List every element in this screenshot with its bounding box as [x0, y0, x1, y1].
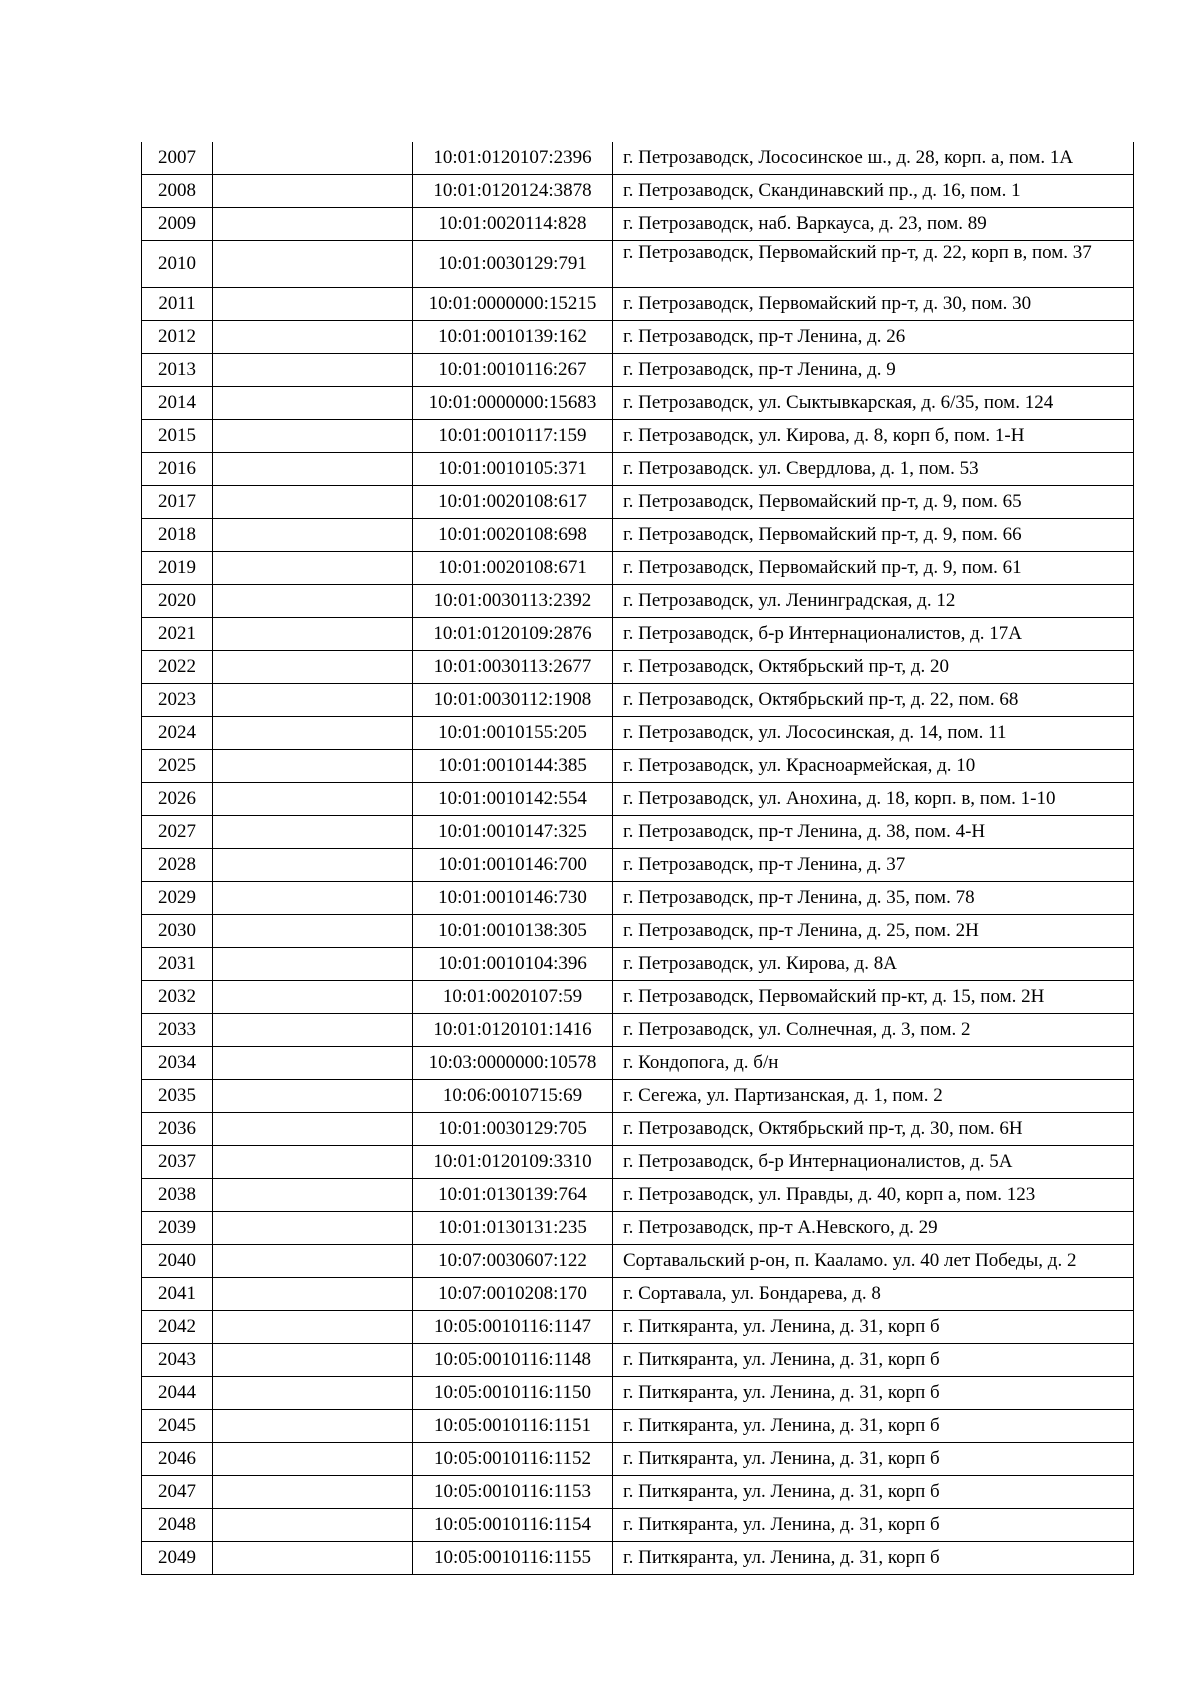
cadastral-number-cell: 10:01:0120109:3310: [413, 1146, 613, 1179]
table-row: [142, 552, 1134, 585]
row-number-cell: 2039: [142, 1212, 213, 1245]
empty-cell: [213, 486, 413, 519]
row-number-cell: 2018: [142, 519, 213, 552]
table-row: [142, 1047, 1134, 1080]
cadastral-number-cell: 10:01:0010116:267: [413, 354, 613, 387]
table-row: [142, 849, 1134, 882]
cadastral-number-cell: 10:05:0010116:1151: [413, 1410, 613, 1443]
empty-cell: [213, 1344, 413, 1377]
row-number-cell: 2036: [142, 1113, 213, 1146]
address-cell: г. Петрозаводск, пр-т Ленина, д. 9: [613, 354, 1134, 387]
empty-cell: [213, 142, 413, 175]
address-cell: г. Петрозаводск, Первомайский пр-т, д. 30, пом. 30: [613, 288, 1134, 321]
address-cell: г. Сортавала, ул. Бондарева, д. 8: [613, 1278, 1134, 1311]
row-number-cell: 2022: [142, 651, 213, 684]
cadastral-number-cell: 10:01:0120101:1416: [413, 1014, 613, 1047]
table-row: [142, 1179, 1134, 1212]
address-cell: г. Петрозаводск, ул. Кирова, д. 8, корп б, пом. 1-Н: [613, 420, 1134, 453]
empty-cell: [213, 849, 413, 882]
address-cell: г. Петрозаводск, ул. Правды, д. 40, корп а, пом. 123: [613, 1179, 1134, 1212]
row-number-cell: 2010: [142, 241, 213, 288]
address-cell: г. Питкяранта, ул. Ленина, д. 31, корп б: [613, 1542, 1134, 1575]
table-row: [142, 1509, 1134, 1542]
address-cell: г. Питкяранта, ул. Ленина, д. 31, корп б: [613, 1509, 1134, 1542]
empty-cell: [213, 618, 413, 651]
row-number-cell: 2029: [142, 882, 213, 915]
empty-cell: [213, 354, 413, 387]
table-row: [142, 981, 1134, 1014]
cadastral-number-cell: 10:01:0020108:671: [413, 552, 613, 585]
cadastral-number-cell: 10:01:0000000:15683: [413, 387, 613, 420]
table-row: [142, 486, 1134, 519]
address-cell: г. Питкяранта, ул. Ленина, д. 31, корп б: [613, 1443, 1134, 1476]
row-number-cell: 2035: [142, 1080, 213, 1113]
address-cell: г. Петрозаводск, ул. Солнечная, д. 3, пом. 2: [613, 1014, 1134, 1047]
table-row: [142, 816, 1134, 849]
row-number-cell: 2038: [142, 1179, 213, 1212]
row-number-cell: 2043: [142, 1344, 213, 1377]
cadastral-number-cell: 10:05:0010116:1147: [413, 1311, 613, 1344]
empty-cell: [213, 585, 413, 618]
table-row: [142, 1410, 1134, 1443]
row-number-cell: 2015: [142, 420, 213, 453]
table-row: [142, 1443, 1134, 1476]
table-row: [142, 1377, 1134, 1410]
empty-cell: [213, 288, 413, 321]
table-row: [142, 1212, 1134, 1245]
table-row: [142, 1542, 1134, 1575]
cadastral-number-cell: 10:01:0010117:159: [413, 420, 613, 453]
address-cell: г. Петрозаводск, Первомайский пр-кт, д. 15, пом. 2Н: [613, 981, 1134, 1014]
cadastral-number-cell: 10:01:0120107:2396: [413, 142, 613, 175]
table-row: [142, 142, 1134, 175]
address-cell: г. Петрозаводск, Лососинское ш., д. 28, корп. а, пом. 1А: [613, 142, 1134, 175]
table-row: [142, 1344, 1134, 1377]
empty-cell: [213, 175, 413, 208]
address-cell: г. Петрозаводск, наб. Варкауса, д. 23, пом. 89: [613, 208, 1134, 241]
table-row: [142, 1278, 1134, 1311]
table-row: [142, 1146, 1134, 1179]
cadastral-number-cell: 10:05:0010116:1154: [413, 1509, 613, 1542]
empty-cell: [213, 816, 413, 849]
table-row: [142, 241, 1134, 288]
address-cell: г. Петрозаводск, ул. Сыктывкарская, д. 6/35, пом. 124: [613, 387, 1134, 420]
empty-cell: [213, 684, 413, 717]
address-cell: г. Петрозаводск, пр-т Ленина, д. 26: [613, 321, 1134, 354]
cadastral-number-cell: 10:06:0010715:69: [413, 1080, 613, 1113]
table-row: [142, 175, 1134, 208]
empty-cell: [213, 948, 413, 981]
row-number-cell: 2007: [142, 142, 213, 175]
table-row: [142, 948, 1134, 981]
address-cell: г. Петрозаводск, ул. Лососинская, д. 14, пом. 11: [613, 717, 1134, 750]
empty-cell: [213, 387, 413, 420]
empty-cell: [213, 519, 413, 552]
row-number-cell: 2042: [142, 1311, 213, 1344]
table-row: [142, 1113, 1134, 1146]
empty-cell: [213, 420, 413, 453]
empty-cell: [213, 915, 413, 948]
cadastral-number-cell: 10:03:0000000:10578: [413, 1047, 613, 1080]
empty-cell: [213, 1047, 413, 1080]
row-number-cell: 2021: [142, 618, 213, 651]
table-row: [142, 208, 1134, 241]
cadastral-number-cell: 10:01:0120109:2876: [413, 618, 613, 651]
table-row: [142, 519, 1134, 552]
empty-cell: [213, 1212, 413, 1245]
address-cell: г. Петрозаводск, ул. Анохина, д. 18, корп. в, пом. 1-10: [613, 783, 1134, 816]
cadastral-number-cell: 10:01:0010105:371: [413, 453, 613, 486]
table-row: [142, 651, 1134, 684]
empty-cell: [213, 1476, 413, 1509]
table-row: [142, 321, 1134, 354]
empty-cell: [213, 241, 413, 288]
row-number-cell: 2012: [142, 321, 213, 354]
row-number-cell: 2026: [142, 783, 213, 816]
table-row: [142, 288, 1134, 321]
table-row: [142, 1476, 1134, 1509]
row-number-cell: 2024: [142, 717, 213, 750]
empty-cell: [213, 1014, 413, 1047]
empty-cell: [213, 1410, 413, 1443]
table-row: [142, 1311, 1134, 1344]
cadastral-number-cell: 10:01:0010146:700: [413, 849, 613, 882]
cadastral-number-cell: 10:01:0010155:205: [413, 717, 613, 750]
empty-cell: [213, 1278, 413, 1311]
row-number-cell: 2044: [142, 1377, 213, 1410]
row-number-cell: 2013: [142, 354, 213, 387]
row-number-cell: 2049: [142, 1542, 213, 1575]
cadastral-number-cell: 10:01:0120124:3878: [413, 175, 613, 208]
row-number-cell: 2037: [142, 1146, 213, 1179]
cadastral-number-cell: 10:01:0010139:162: [413, 321, 613, 354]
address-cell: г. Петрозаводск, ул. Кирова, д. 8А: [613, 948, 1134, 981]
address-cell: г. Петрозаводск, Первомайский пр-т, д. 9, пом. 66: [613, 519, 1134, 552]
empty-cell: [213, 453, 413, 486]
cadastral-number-cell: 10:05:0010116:1155: [413, 1542, 613, 1575]
cadastral-number-cell: 10:01:0010146:730: [413, 882, 613, 915]
empty-cell: [213, 750, 413, 783]
table-row: [142, 585, 1134, 618]
empty-cell: [213, 1146, 413, 1179]
empty-cell: [213, 1113, 413, 1146]
row-number-cell: 2009: [142, 208, 213, 241]
cadastral-number-cell: 10:05:0010116:1152: [413, 1443, 613, 1476]
row-number-cell: 2028: [142, 849, 213, 882]
row-number-cell: 2025: [142, 750, 213, 783]
cadastral-number-cell: 10:05:0010116:1150: [413, 1377, 613, 1410]
address-cell: г. Петрозаводск, пр-т А.Невского, д. 29: [613, 1212, 1134, 1245]
empty-cell: [213, 1509, 413, 1542]
cadastral-number-cell: 10:01:0010144:385: [413, 750, 613, 783]
empty-cell: [213, 1542, 413, 1575]
row-number-cell: 2045: [142, 1410, 213, 1443]
table-row: [142, 1245, 1134, 1278]
empty-cell: [213, 783, 413, 816]
table-row: [142, 420, 1134, 453]
empty-cell: [213, 1179, 413, 1212]
row-number-cell: 2017: [142, 486, 213, 519]
row-number-cell: 2048: [142, 1509, 213, 1542]
cadastral-number-cell: 10:01:0020114:828: [413, 208, 613, 241]
empty-cell: [213, 1245, 413, 1278]
empty-cell: [213, 981, 413, 1014]
address-cell: г. Петрозаводск, пр-т Ленина, д. 35, пом. 78: [613, 882, 1134, 915]
cadastral-number-cell: 10:01:0010104:396: [413, 948, 613, 981]
cadastral-number-cell: 10:01:0000000:15215: [413, 288, 613, 321]
cadastral-number-cell: 10:01:0030129:791: [413, 241, 613, 288]
row-number-cell: 2008: [142, 175, 213, 208]
address-cell: г. Сегежа, ул. Партизанская, д. 1, пом. 2: [613, 1080, 1134, 1113]
address-cell: г. Петрозаводск, б-р Интернационалистов, д. 17А: [613, 618, 1134, 651]
address-cell: г. Кондопога, д. б/н: [613, 1047, 1134, 1080]
cadastral-number-cell: 10:01:0030113:2392: [413, 585, 613, 618]
table-row: [142, 1014, 1134, 1047]
row-number-cell: 2030: [142, 915, 213, 948]
table-row: [142, 1080, 1134, 1113]
cadastral-number-cell: 10:05:0010116:1153: [413, 1476, 613, 1509]
row-number-cell: 2019: [142, 552, 213, 585]
row-number-cell: 2032: [142, 981, 213, 1014]
address-cell: г. Питкяранта, ул. Ленина, д. 31, корп б: [613, 1476, 1134, 1509]
row-number-cell: 2027: [142, 816, 213, 849]
row-number-cell: 2047: [142, 1476, 213, 1509]
empty-cell: [213, 1377, 413, 1410]
table-row: [142, 750, 1134, 783]
table-row: [142, 684, 1134, 717]
empty-cell: [213, 208, 413, 241]
empty-cell: [213, 1311, 413, 1344]
row-number-cell: 2020: [142, 585, 213, 618]
row-number-cell: 2033: [142, 1014, 213, 1047]
empty-cell: [213, 882, 413, 915]
address-cell: г. Петрозаводск. ул. Свердлова, д. 1, пом. 53: [613, 453, 1134, 486]
empty-cell: [213, 717, 413, 750]
cadastral-number-cell: 10:07:0030607:122: [413, 1245, 613, 1278]
address-cell: г. Петрозаводск, Первомайский пр-т, д. 9, пом. 61: [613, 552, 1134, 585]
table-row: [142, 882, 1134, 915]
table-row: [142, 717, 1134, 750]
table-row: [142, 618, 1134, 651]
cadastral-number-cell: 10:01:0130139:764: [413, 1179, 613, 1212]
cadastral-number-cell: 10:07:0010208:170: [413, 1278, 613, 1311]
table-row: [142, 915, 1134, 948]
row-number-cell: 2046: [142, 1443, 213, 1476]
cadastral-number-cell: 10:01:0030129:705: [413, 1113, 613, 1146]
cadastral-number-cell: 10:01:0030112:1908: [413, 684, 613, 717]
row-number-cell: 2023: [142, 684, 213, 717]
row-number-cell: 2016: [142, 453, 213, 486]
empty-cell: [213, 552, 413, 585]
address-cell: г. Петрозаводск, ул. Ленинградская, д. 12: [613, 585, 1134, 618]
address-cell: г. Петрозаводск, Первомайский пр-т, д. 22, корп в, пом. 37: [613, 241, 1134, 288]
table-row: [142, 453, 1134, 486]
address-cell: г. Питкяранта, ул. Ленина, д. 31, корп б: [613, 1344, 1134, 1377]
empty-cell: [213, 1443, 413, 1476]
address-cell: г. Питкяранта, ул. Ленина, д. 31, корп б: [613, 1311, 1134, 1344]
table-row: [142, 783, 1134, 816]
row-number-cell: 2041: [142, 1278, 213, 1311]
table-row: [142, 354, 1134, 387]
table-body: [142, 142, 1134, 1575]
empty-cell: [213, 321, 413, 354]
cadastral-number-cell: 10:01:0010142:554: [413, 783, 613, 816]
address-cell: г. Петрозаводск, Первомайский пр-т, д. 9, пом. 65: [613, 486, 1134, 519]
cadastral-number-cell: 10:01:0020108:698: [413, 519, 613, 552]
cadastral-number-cell: 10:01:0010147:325: [413, 816, 613, 849]
property-registry-table: [141, 142, 1134, 1575]
address-cell: г. Петрозаводск, Октябрьский пр-т, д. 30, пом. 6Н: [613, 1113, 1134, 1146]
address-cell: г. Петрозаводск, б-р Интернационалистов, д. 5А: [613, 1146, 1134, 1179]
cadastral-number-cell: 10:05:0010116:1148: [413, 1344, 613, 1377]
row-number-cell: 2031: [142, 948, 213, 981]
cadastral-number-cell: 10:01:0010138:305: [413, 915, 613, 948]
cadastral-number-cell: 10:01:0030113:2677: [413, 651, 613, 684]
row-number-cell: 2034: [142, 1047, 213, 1080]
address-cell: г. Петрозаводск, ул. Красноармейская, д. 10: [613, 750, 1134, 783]
address-cell: г. Петрозаводск, Октябрьский пр-т, д. 22, пом. 68: [613, 684, 1134, 717]
cadastral-number-cell: 10:01:0020108:617: [413, 486, 613, 519]
address-cell: г. Петрозаводск, Октябрьский пр-т, д. 20: [613, 651, 1134, 684]
address-cell: г. Питкяранта, ул. Ленина, д. 31, корп б: [613, 1410, 1134, 1443]
empty-cell: [213, 651, 413, 684]
row-number-cell: 2011: [142, 288, 213, 321]
empty-cell: [213, 1080, 413, 1113]
table-row: [142, 387, 1134, 420]
address-cell: г. Петрозаводск, пр-т Ленина, д. 25, пом. 2Н: [613, 915, 1134, 948]
address-cell: г. Петрозаводск, Скандинавский пр., д. 16, пом. 1: [613, 175, 1134, 208]
address-cell: г. Петрозаводск, пр-т Ленина, д. 38, пом. 4-Н: [613, 816, 1134, 849]
address-cell: г. Питкяранта, ул. Ленина, д. 31, корп б: [613, 1377, 1134, 1410]
cadastral-number-cell: 10:01:0020107:59: [413, 981, 613, 1014]
row-number-cell: 2014: [142, 387, 213, 420]
cadastral-number-cell: 10:01:0130131:235: [413, 1212, 613, 1245]
address-cell: Сортавальский р-он, п. Кааламо. ул. 40 лет Победы, д. 2: [613, 1245, 1134, 1278]
row-number-cell: 2040: [142, 1245, 213, 1278]
address-cell: г. Петрозаводск, пр-т Ленина, д. 37: [613, 849, 1134, 882]
